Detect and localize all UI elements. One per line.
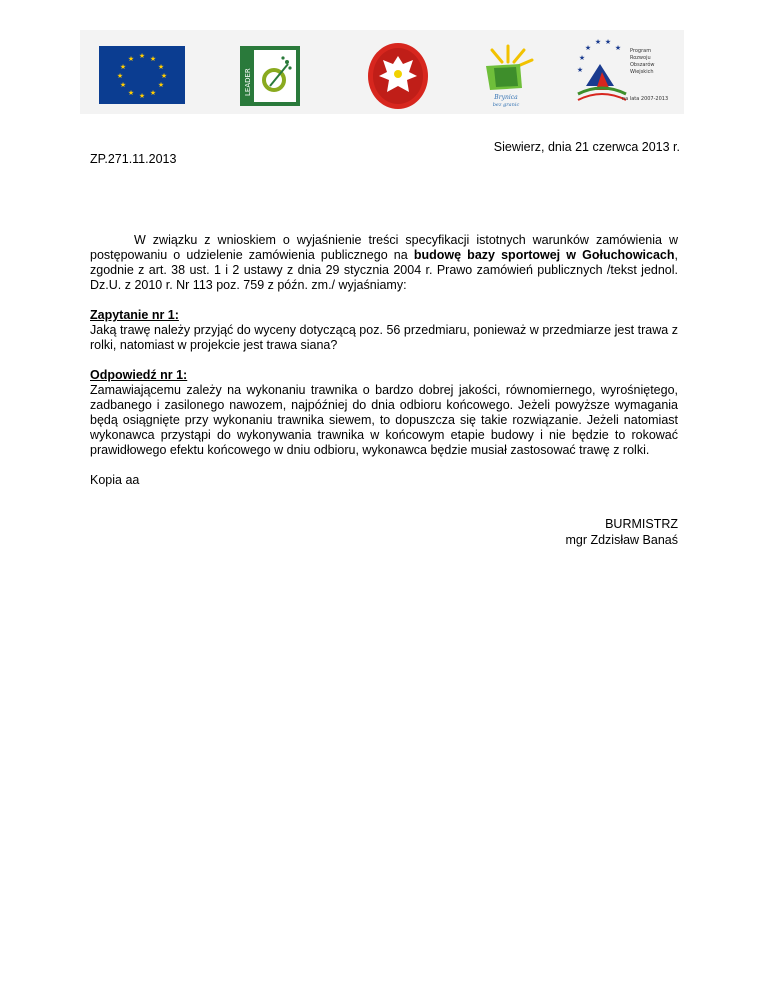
svg-text:★: ★	[119, 63, 127, 71]
reference-number: ZP.271.11.2013	[90, 152, 177, 166]
svg-text:★: ★	[149, 55, 157, 63]
brynica-logo-text-2: bez granic	[492, 102, 520, 108]
leader-logo	[240, 46, 300, 106]
question-text: Jaką trawę należy przyjąć do wyceny dotyczącą poz. 56 przedmiaru, ponieważ w przedmiarze jest trawa z rolki, natomiast w projekcie jest trawa siana?	[90, 323, 678, 352]
leader-logo-text: LEADER	[244, 68, 252, 96]
brynica-logo	[476, 42, 540, 108]
intro-paragraph	[90, 233, 678, 293]
intro-text-part1: W związku z wnioskiem o wyjaśnienie treści specyfikacji istotnych warunków zamówienia w postępowaniu o udzielenie zamówienia publicznego na	[90, 233, 678, 262]
prow-logo-text-2: Rozwoju	[630, 55, 651, 61]
question-heading: Zapytanie nr 1:	[90, 308, 179, 322]
svg-text:★: ★	[138, 52, 146, 60]
prow-logo	[572, 38, 676, 110]
svg-text:★: ★	[594, 38, 602, 46]
prow-logo-text-1: Program	[630, 48, 652, 54]
signature-block	[565, 516, 678, 548]
svg-text:★: ★	[576, 66, 584, 74]
brynica-logo-text-1: Brynica	[494, 94, 518, 101]
prow-logo-text-4: Wiejskich	[630, 69, 654, 75]
svg-text:★: ★	[127, 55, 135, 63]
svg-text:★: ★	[604, 38, 612, 46]
answer-heading: Odpowiedź nr 1:	[90, 368, 188, 382]
eagle-seal-logo	[367, 42, 429, 110]
svg-text:★: ★	[157, 63, 165, 71]
svg-text:★: ★	[127, 89, 135, 97]
copy-note: Kopia aa	[90, 473, 140, 487]
svg-text:★: ★	[119, 81, 127, 89]
letter-body	[90, 233, 678, 488]
answer-text: Zamawiającemu zależy na wykonaniu trawnika o bardzo dobrej jakości, równomiernego, wyrośniętego, zadbanego i zasilonego nawozem, najpóźniej do dnia odbioru końcowego. Jeżeli powyższe wymagania będą osiągnięte przy wykonaniu trawnika siewem, to dopuszcza się takie rozwiązanie. Jeżeli natomiast wykonawca przystąpi do wykonywania trawnika w końcowym etapie budowy i nie będzie to rokować prawidłowego efektu końcowego w dniu odbioru, wykonawca będzie musiał zastosować trawę z rolki.	[90, 383, 678, 457]
prow-logo-text-5: na lata 2007-2013	[622, 96, 669, 102]
intro-text-part2: , zgodnie z art. 38 ust. 1 i 2 ustawy z dnia 29 stycznia 2004 r. Prawo zamówień publicznych /tekst jednol. Dz.U. z 2010 r. Nr 113 poz. 759 z późn. zm./ wyjaśniamy:	[90, 248, 678, 292]
svg-text:★: ★	[138, 92, 146, 100]
svg-text:★: ★	[160, 72, 168, 80]
signatory-name: mgr Zdzisław Banaś	[565, 533, 678, 547]
eu-flag-logo	[99, 46, 185, 104]
logo-bar	[80, 30, 684, 114]
document-date: Siewierz, dnia 21 czerwca 2013 r.	[493, 140, 680, 154]
signatory-title: BURMISTRZ	[605, 517, 678, 531]
svg-text:★: ★	[116, 72, 124, 80]
svg-text:★: ★	[614, 44, 622, 52]
prow-logo-text-3: Obszarów	[630, 62, 655, 68]
svg-text:★: ★	[157, 81, 165, 89]
svg-text:★: ★	[149, 89, 157, 97]
svg-text:★: ★	[578, 54, 586, 62]
intro-project-name: budowę bazy sportowej w Gołuchowicach	[413, 248, 675, 262]
svg-text:★: ★	[584, 44, 592, 52]
